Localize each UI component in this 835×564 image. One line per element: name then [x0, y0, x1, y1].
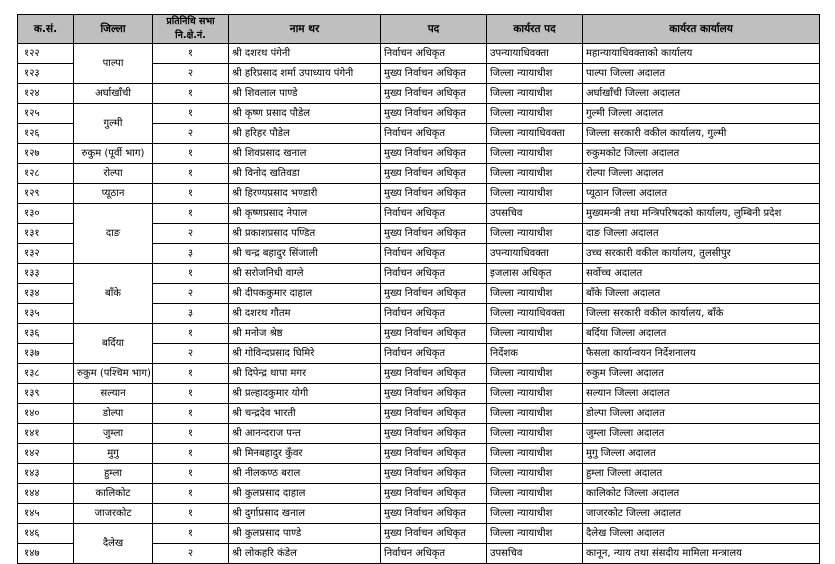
- working-office-cell: सल्यान जिल्ला अदालत: [583, 384, 820, 404]
- serial-number-cell: १४७: [18, 544, 74, 564]
- post-cell: निर्वाचन अधिकृत: [381, 244, 487, 264]
- working-office-cell: जुम्ला जिल्ला अदालत: [583, 424, 820, 444]
- name-cell: श्री चन्द्रदेव भारती: [229, 404, 381, 424]
- name-cell: श्री हिरण्यप्रसाद भण्डारी: [229, 184, 381, 204]
- serial-number-cell: १४४: [18, 484, 74, 504]
- district-cell: रोल्पा: [74, 164, 153, 184]
- district-cell: जाजरकोट: [74, 504, 153, 524]
- post-cell: मुख्य निर्वाचन अधिकृत: [381, 144, 487, 164]
- serial-number-cell: १४३: [18, 464, 74, 484]
- constituency-number-cell: १: [153, 384, 229, 404]
- serial-number-cell: १२५: [18, 104, 74, 124]
- working-post-cell: इजलास अधिकृत: [487, 264, 583, 284]
- table-row: [18, 264, 820, 284]
- working-office-cell: दाङ जिल्ला अदालत: [583, 224, 820, 244]
- constituency-number-cell: २: [153, 544, 229, 564]
- constituency-number-cell: १: [153, 184, 229, 204]
- post-cell: मुख्य निर्वाचन अधिकृत: [381, 184, 487, 204]
- constituency-number-cell: २: [153, 224, 229, 244]
- district-cell: कालिकोट: [74, 484, 153, 504]
- working-post-cell: जिल्ला न्यायाधीश: [487, 184, 583, 204]
- district-cell: अर्घाखाँची: [74, 84, 153, 104]
- table-row: [18, 504, 820, 524]
- working-office-cell: फैसला कार्यान्वयन निर्देशनालय: [583, 344, 820, 364]
- working-post-cell: जिल्ला न्यायाधीश: [487, 64, 583, 84]
- constituency-number-cell: १: [153, 404, 229, 424]
- district-cell: बाँके: [74, 264, 153, 324]
- post-cell: निर्वाचन अधिकृत: [381, 124, 487, 144]
- working-office-cell: अर्घाखाँची जिल्ला अदालत: [583, 84, 820, 104]
- header-working-office: कार्यरत कार्यालय: [583, 15, 820, 44]
- working-post-cell: जिल्ला न्यायाधीश: [487, 404, 583, 424]
- table-row: [18, 84, 820, 104]
- header-post: पद: [381, 15, 487, 44]
- working-post-cell: जिल्ला न्यायाधिवक्ता: [487, 124, 583, 144]
- constituency-number-cell: १: [153, 44, 229, 64]
- serial-number-cell: १३६: [18, 324, 74, 344]
- district-cell: हुम्ला: [74, 464, 153, 484]
- post-cell: मुख्य निर्वाचन अधिकृत: [381, 284, 487, 304]
- constituency-number-cell: २: [153, 124, 229, 144]
- post-cell: मुख्य निर्वाचन अधिकृत: [381, 64, 487, 84]
- name-cell: श्री गोविन्दप्रसाद घिमिरे: [229, 344, 381, 364]
- name-cell: श्री आनन्दराज पन्त: [229, 424, 381, 444]
- district-cell: मुगु: [74, 444, 153, 464]
- working-office-cell: मुख्यमन्त्री तथा मन्त्रिपरिषदको कार्यालय, लुम्बिनी प्रदेश: [583, 204, 820, 224]
- constituency-number-cell: १: [153, 144, 229, 164]
- name-cell: श्री कुलप्रसाद दाहाल: [229, 484, 381, 504]
- post-cell: निर्वाचन अधिकृत: [381, 264, 487, 284]
- name-cell: श्री सरोजनिधी वाग्ले: [229, 264, 381, 284]
- table-row: [18, 464, 820, 484]
- post-cell: मुख्य निर्वाचन अधिकृत: [381, 324, 487, 344]
- working-office-cell: कालिकोट जिल्ला अदालत: [583, 484, 820, 504]
- table-row: [18, 444, 820, 464]
- serial-number-cell: १२६: [18, 124, 74, 144]
- serial-number-cell: १२२: [18, 44, 74, 64]
- working-office-cell: बर्दिया जिल्ला अदालत: [583, 324, 820, 344]
- working-office-cell: पाल्पा जिल्ला अदालत: [583, 64, 820, 84]
- working-post-cell: जिल्ला न्यायाधीश: [487, 524, 583, 544]
- serial-number-cell: १३३: [18, 264, 74, 284]
- working-post-cell: उपसचिव: [487, 544, 583, 564]
- post-cell: मुख्य निर्वाचन अधिकृत: [381, 364, 487, 384]
- name-cell: श्री हरिहर पौडेल: [229, 124, 381, 144]
- working-post-cell: जिल्ला न्यायाधीश: [487, 504, 583, 524]
- post-cell: निर्वाचन अधिकृत: [381, 204, 487, 224]
- post-cell: मुख्य निर्वाचन अधिकृत: [381, 224, 487, 244]
- name-cell: श्री दीपककुमार दाहाल: [229, 284, 381, 304]
- header-name: नाम थर: [229, 15, 381, 44]
- name-cell: श्री दशरथ गौतम: [229, 304, 381, 324]
- working-post-cell: उपन्यायाधिवक्ता: [487, 44, 583, 64]
- post-cell: मुख्य निर्वाचन अधिकृत: [381, 404, 487, 424]
- serial-number-cell: १२९: [18, 184, 74, 204]
- serial-number-cell: १२८: [18, 164, 74, 184]
- district-cell: रुकुम (पश्चिम भाग): [74, 364, 153, 384]
- header-sn: क.सं.: [18, 15, 74, 44]
- serial-number-cell: १४६: [18, 524, 74, 544]
- constituency-number-cell: १: [153, 484, 229, 504]
- constituency-number-cell: १: [153, 524, 229, 544]
- name-cell: श्री कृष्ण प्रसाद पौडेल: [229, 104, 381, 124]
- working-post-cell: जिल्ला न्यायाधीश: [487, 104, 583, 124]
- district-cell: जुम्ला: [74, 424, 153, 444]
- name-cell: श्री दुर्गाप्रसाद खनाल: [229, 504, 381, 524]
- constituency-number-cell: १: [153, 204, 229, 224]
- working-office-cell: कानून, न्याय तथा संसदीय मामिला मन्त्रालय: [583, 544, 820, 564]
- post-cell: मुख्य निर्वाचन अधिकृत: [381, 424, 487, 444]
- working-office-cell: रुकुमकोट जिल्ला अदालत: [583, 144, 820, 164]
- post-cell: मुख्य निर्वाचन अधिकृत: [381, 84, 487, 104]
- serial-number-cell: १२४: [18, 84, 74, 104]
- post-cell: मुख्य निर्वाचन अधिकृत: [381, 384, 487, 404]
- constituency-number-cell: २: [153, 344, 229, 364]
- name-cell: श्री शिवप्रसाद खनाल: [229, 144, 381, 164]
- table-row: [18, 144, 820, 164]
- constituency-number-cell: १: [153, 444, 229, 464]
- working-office-cell: प्यूठान जिल्ला अदालत: [583, 184, 820, 204]
- table-body: [18, 44, 820, 564]
- working-post-cell: जिल्ला न्यायाधीश: [487, 384, 583, 404]
- district-cell: दैलेख: [74, 524, 153, 564]
- post-cell: निर्वाचन अधिकृत: [381, 304, 487, 324]
- name-cell: श्री मनोज श्रेष्ठ: [229, 324, 381, 344]
- constituency-number-cell: १: [153, 104, 229, 124]
- working-post-cell: जिल्ला न्यायाधीश: [487, 324, 583, 344]
- election-officers-table: [17, 14, 820, 564]
- working-post-cell: उपसचिव: [487, 204, 583, 224]
- name-cell: श्री दिपेन्द्र थापा मगर: [229, 364, 381, 384]
- header-seat: [153, 15, 229, 44]
- serial-number-cell: १४५: [18, 504, 74, 524]
- working-post-cell: जिल्ला न्यायाधीश: [487, 84, 583, 104]
- working-office-cell: जिल्ला सरकारी वकील कार्यालय, बाँके: [583, 304, 820, 324]
- constituency-number-cell: १: [153, 504, 229, 524]
- name-cell: श्री हरिप्रसाद शर्मा उपाध्याय पंगेनी: [229, 64, 381, 84]
- constituency-number-cell: ३: [153, 304, 229, 324]
- working-office-cell: सर्वोच्च अदालत: [583, 264, 820, 284]
- constituency-number-cell: २: [153, 284, 229, 304]
- constituency-number-cell: १: [153, 84, 229, 104]
- working-office-cell: डोल्पा जिल्ला अदालत: [583, 404, 820, 424]
- serial-number-cell: १४२: [18, 444, 74, 464]
- constituency-number-cell: १: [153, 424, 229, 444]
- serial-number-cell: १२७: [18, 144, 74, 164]
- header-row: [18, 15, 820, 44]
- working-post-cell: निर्देशक: [487, 344, 583, 364]
- working-post-cell: जिल्ला न्यायाधीश: [487, 424, 583, 444]
- name-cell: श्री विनोद खतिवडा: [229, 164, 381, 184]
- working-post-cell: जिल्ला न्यायाधीश: [487, 484, 583, 504]
- district-cell: दाङ: [74, 204, 153, 264]
- working-office-cell: गुल्मी जिल्ला अदालत: [583, 104, 820, 124]
- working-post-cell: जिल्ला न्यायाधिवक्ता: [487, 304, 583, 324]
- table-row: [18, 44, 820, 64]
- serial-number-cell: १४०: [18, 404, 74, 424]
- name-cell: श्री मिनबहादुर कुँवर: [229, 444, 381, 464]
- post-cell: मुख्य निर्वाचन अधिकृत: [381, 164, 487, 184]
- table-row: [18, 364, 820, 384]
- table-row: [18, 184, 820, 204]
- working-office-cell: उच्च सरकारी वकील कार्यालय, तुलसीपुर: [583, 244, 820, 264]
- working-office-cell: हुम्ला जिल्ला अदालत: [583, 464, 820, 484]
- working-post-cell: जिल्ला न्यायाधीश: [487, 164, 583, 184]
- working-post-cell: जिल्ला न्यायाधीश: [487, 444, 583, 464]
- constituency-number-cell: १: [153, 464, 229, 484]
- constituency-number-cell: १: [153, 164, 229, 184]
- working-office-cell: रोल्पा जिल्ला अदालत: [583, 164, 820, 184]
- constituency-number-cell: ३: [153, 244, 229, 264]
- post-cell: निर्वाचन अधिकृत: [381, 44, 487, 64]
- serial-number-cell: १३५: [18, 304, 74, 324]
- working-office-cell: जिल्ला सरकारी वकील कार्यालय, गुल्मी: [583, 124, 820, 144]
- name-cell: श्री शिवलाल पाण्डे: [229, 84, 381, 104]
- post-cell: मुख्य निर्वाचन अधिकृत: [381, 484, 487, 504]
- name-cell: श्री कृष्णप्रसाद नेपाल: [229, 204, 381, 224]
- table-row: [18, 164, 820, 184]
- working-post-cell: जिल्ला न्यायाधीश: [487, 464, 583, 484]
- district-cell: गुल्मी: [74, 104, 153, 144]
- working-post-cell: जिल्ला न्यायाधीश: [487, 224, 583, 244]
- post-cell: मुख्य निर्वाचन अधिकृत: [381, 524, 487, 544]
- table-row: [18, 484, 820, 504]
- district-cell: पाल्पा: [74, 44, 153, 84]
- constituency-number-cell: १: [153, 364, 229, 384]
- district-cell: रुकुम (पूर्वी भाग): [74, 144, 153, 164]
- table-row: [18, 384, 820, 404]
- working-post-cell: उपन्यायाधिवक्ता: [487, 244, 583, 264]
- table-row: [18, 404, 820, 424]
- post-cell: निर्वाचन अधिकृत: [381, 544, 487, 564]
- serial-number-cell: १३४: [18, 284, 74, 304]
- table-row: [18, 324, 820, 344]
- serial-number-cell: १३२: [18, 244, 74, 264]
- working-post-cell: जिल्ला न्यायाधीश: [487, 284, 583, 304]
- working-office-cell: मुगु जिल्ला अदालत: [583, 444, 820, 464]
- table-row: [18, 424, 820, 444]
- header-seat-line1: प्रतिनिधि सभा: [166, 16, 215, 27]
- serial-number-cell: १३९: [18, 384, 74, 404]
- working-office-cell: बाँके जिल्ला अदालत: [583, 284, 820, 304]
- name-cell: श्री चन्द्र बहादुर सिंजाली: [229, 244, 381, 264]
- serial-number-cell: १३०: [18, 204, 74, 224]
- table-row: [18, 204, 820, 224]
- post-cell: मुख्य निर्वाचन अधिकृत: [381, 504, 487, 524]
- serial-number-cell: १३७: [18, 344, 74, 364]
- name-cell: श्री दशरथ पंगेनी: [229, 44, 381, 64]
- header-working-post: कार्यरत पद: [487, 15, 583, 44]
- name-cell: श्री लोकहरि कंडेल: [229, 544, 381, 564]
- header-seat-line2: नि.क्षे.नं.: [175, 30, 206, 41]
- serial-number-cell: १२३: [18, 64, 74, 84]
- name-cell: श्री प्रल्हादकुमार योगी: [229, 384, 381, 404]
- table-row: [18, 104, 820, 124]
- constituency-number-cell: १: [153, 264, 229, 284]
- constituency-number-cell: २: [153, 64, 229, 84]
- working-office-cell: दैलेख जिल्ला अदालत: [583, 524, 820, 544]
- name-cell: श्री नीलकण्ठ बराल: [229, 464, 381, 484]
- post-cell: मुख्य निर्वाचन अधिकृत: [381, 444, 487, 464]
- working-office-cell: महान्यायाधिवक्ताको कार्यालय: [583, 44, 820, 64]
- district-cell: प्यूठान: [74, 184, 153, 204]
- working-office-cell: जाजरकोट जिल्ला अदालत: [583, 504, 820, 524]
- district-cell: सल्यान: [74, 384, 153, 404]
- post-cell: मुख्य निर्वाचन अधिकृत: [381, 464, 487, 484]
- constituency-number-cell: १: [153, 324, 229, 344]
- name-cell: श्री प्रकाशप्रसाद पण्डित: [229, 224, 381, 244]
- table-row: [18, 524, 820, 544]
- post-cell: मुख्य निर्वाचन अधिकृत: [381, 104, 487, 124]
- working-post-cell: जिल्ला न्यायाधीश: [487, 144, 583, 164]
- serial-number-cell: १३८: [18, 364, 74, 384]
- serial-number-cell: १३१: [18, 224, 74, 244]
- name-cell: श्री कुलप्रसाद पाण्डे: [229, 524, 381, 544]
- serial-number-cell: १४१: [18, 424, 74, 444]
- district-cell: डोल्पा: [74, 404, 153, 424]
- post-cell: निर्वाचन अधिकृत: [381, 344, 487, 364]
- header-district: जिल्ला: [74, 15, 153, 44]
- working-office-cell: रुकुम जिल्ला अदालत: [583, 364, 820, 384]
- working-post-cell: जिल्ला न्यायाधीश: [487, 364, 583, 384]
- district-cell: बर्दिया: [74, 324, 153, 364]
